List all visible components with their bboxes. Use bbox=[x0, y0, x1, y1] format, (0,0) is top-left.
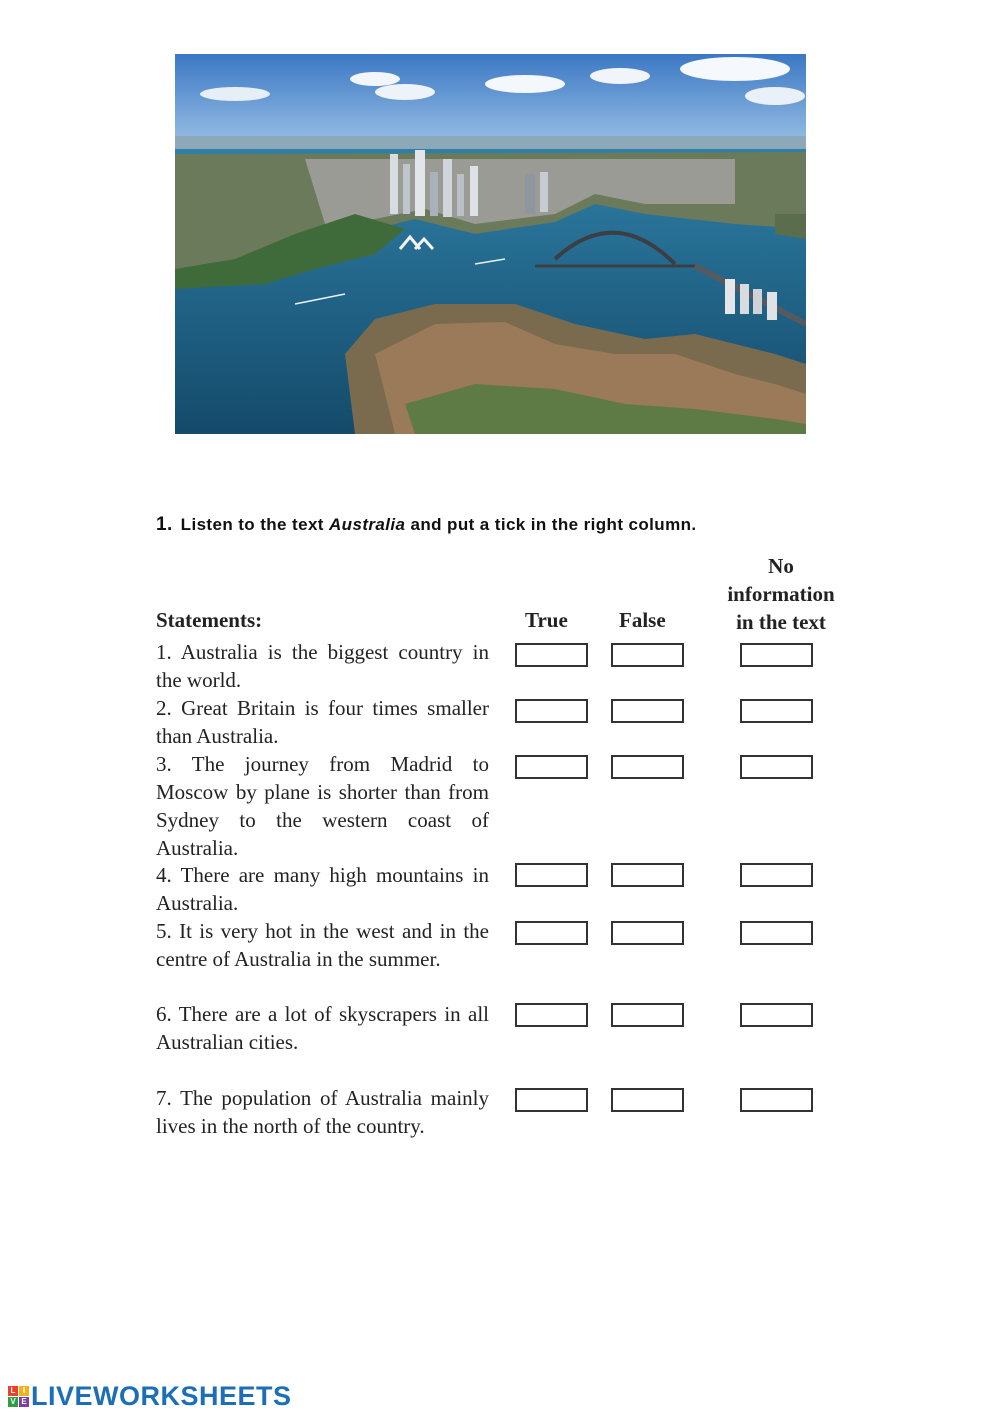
answer-box-3-false[interactable] bbox=[611, 755, 684, 779]
no-info-line-1: No bbox=[768, 554, 794, 578]
logo-tile-e: E bbox=[19, 1397, 29, 1407]
answer-box-5-no-info[interactable] bbox=[740, 921, 813, 945]
no-information-column-header bbox=[712, 552, 850, 636]
statement-1: 1. Australia is the biggest country in the world. bbox=[156, 640, 489, 692]
answer-box-4-true[interactable] bbox=[515, 863, 588, 887]
sydney-harbour-image bbox=[175, 54, 806, 434]
liveworksheets-logo-icon bbox=[8, 1386, 29, 1407]
answer-box-1-false[interactable] bbox=[611, 643, 684, 667]
task-text-after: and put a tick in the right column. bbox=[405, 515, 697, 534]
statements-header: Statements: bbox=[156, 608, 263, 632]
sydney-harbour-photo bbox=[175, 54, 806, 434]
answer-box-5-true[interactable] bbox=[515, 921, 588, 945]
statement-2: 2. Great Britain is four times smaller than Australia. bbox=[156, 696, 489, 748]
task-text-before: Listen to the text bbox=[180, 515, 329, 534]
answer-box-2-no-info[interactable] bbox=[740, 699, 813, 723]
no-info-line-2: information bbox=[727, 582, 835, 606]
answer-box-3-no-info[interactable] bbox=[740, 755, 813, 779]
statement-7: 7. The population of Australia mainly lives in the north of the country. bbox=[156, 1086, 489, 1138]
task-number: 1. bbox=[156, 514, 173, 535]
answer-box-7-false[interactable] bbox=[611, 1088, 684, 1112]
answer-box-7-no-info[interactable] bbox=[740, 1088, 813, 1112]
logo-tile-v: V bbox=[8, 1397, 18, 1407]
answer-box-1-no-info[interactable] bbox=[740, 643, 813, 667]
answer-box-7-true[interactable] bbox=[515, 1088, 588, 1112]
answer-box-4-false[interactable] bbox=[611, 863, 684, 887]
statement-6: 6. There are a lot of skyscrapers in all Australian cities. bbox=[156, 1002, 489, 1054]
answer-box-6-false[interactable] bbox=[611, 1003, 684, 1027]
answer-box-6-true[interactable] bbox=[515, 1003, 588, 1027]
logo-tile-l: L bbox=[8, 1386, 18, 1396]
answer-box-4-no-info[interactable] bbox=[740, 863, 813, 887]
logo-tile-i: I bbox=[19, 1386, 29, 1396]
statement-5: 5. It is very hot in the west and in the centre of Australia in the summer. bbox=[156, 919, 489, 971]
answer-box-3-true[interactable] bbox=[515, 755, 588, 779]
true-column-header: True bbox=[525, 608, 568, 632]
answer-box-2-true[interactable] bbox=[515, 699, 588, 723]
answer-box-5-false[interactable] bbox=[611, 921, 684, 945]
answer-box-1-true[interactable] bbox=[515, 643, 588, 667]
task-text-italic: Australia bbox=[329, 515, 406, 534]
statement-4: 4. There are many high mountains in Australia. bbox=[156, 863, 489, 915]
answer-box-2-false[interactable] bbox=[611, 699, 684, 723]
task-heading bbox=[156, 514, 697, 536]
liveworksheets-logo bbox=[8, 1381, 292, 1412]
answer-box-6-no-info[interactable] bbox=[740, 1003, 813, 1027]
liveworksheets-logo-text: LIVEWORKSHEETS bbox=[31, 1381, 292, 1411]
no-info-line-3: in the text bbox=[736, 610, 826, 634]
statement-3: 3. The journey from Madrid to Moscow by plane is shorter than from Sydney to the western coast of Australia. bbox=[156, 752, 489, 860]
false-column-header: False bbox=[619, 608, 666, 632]
